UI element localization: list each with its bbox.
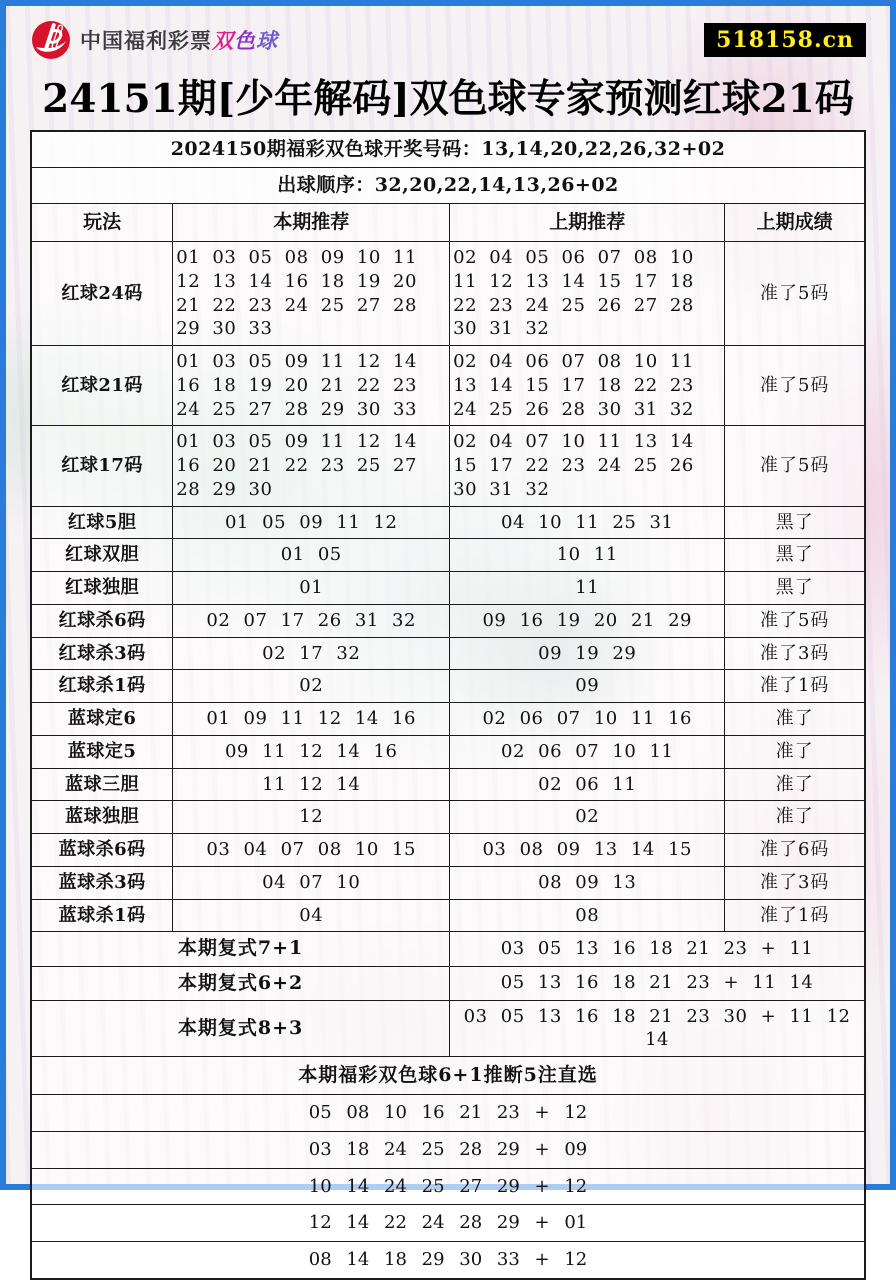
current-numbers: 12 xyxy=(173,801,450,834)
result-text: 黑了 xyxy=(725,506,865,539)
draw-order-row xyxy=(31,168,865,204)
fushi-numbers: 03 05 13 16 18 21 23 30 + 11 12 14 xyxy=(450,1000,865,1057)
brand-text-main: 中国福利彩票 xyxy=(80,29,212,53)
table-row xyxy=(31,572,865,605)
table-row xyxy=(31,539,865,572)
draw-order-text: 出球顺序：32,20,22,14,13,26+02 xyxy=(31,168,865,204)
play-label: 红球杀1码 xyxy=(31,670,173,703)
zhixuan-title-text: 本期福彩双色球6+1推断5注直选 xyxy=(31,1057,865,1095)
brand-text xyxy=(80,25,278,55)
play-label: 红球杀3码 xyxy=(31,637,173,670)
play-label: 红球24码 xyxy=(31,242,173,346)
play-label: 红球5胆 xyxy=(31,506,173,539)
site-url-badge[interactable]: 518158.cn xyxy=(704,23,866,57)
brand-text-accent xyxy=(212,29,278,53)
table-row xyxy=(31,426,865,506)
current-numbers: 02 07 17 26 31 32 xyxy=(173,604,450,637)
previous-numbers: 11 xyxy=(450,572,725,605)
result-text: 准了 xyxy=(725,768,865,801)
current-numbers: 02 xyxy=(173,670,450,703)
current-numbers: 03 04 07 08 10 15 xyxy=(173,834,450,867)
zhixuan-row xyxy=(31,1168,865,1205)
zhixuan-row xyxy=(31,1131,865,1168)
table-row xyxy=(31,801,865,834)
result-text: 准了6码 xyxy=(725,834,865,867)
table-row xyxy=(31,703,865,736)
fushi-label: 本期复式7+1 xyxy=(31,932,450,966)
zhixuan-row xyxy=(31,1242,865,1279)
fushi-row xyxy=(31,1000,865,1057)
result-text: 黑了 xyxy=(725,539,865,572)
result-text: 准了 xyxy=(725,703,865,736)
previous-numbers: 02 04 07 10 11 13 14 15 17 22 23 24 25 26 30 31 32 xyxy=(450,426,725,506)
current-numbers: 04 07 10 xyxy=(173,866,450,899)
header-bar xyxy=(30,14,866,66)
previous-numbers: 02 06 07 10 11 xyxy=(450,735,725,768)
current-numbers: 11 12 14 xyxy=(173,768,450,801)
draw-result-text: 2024150期福彩双色球开奖号码：13,14,20,22,26,32+02 xyxy=(31,131,865,168)
previous-numbers: 10 11 xyxy=(450,539,725,572)
result-text: 准了 xyxy=(725,735,865,768)
brand-accent-char-3: 球 xyxy=(256,29,278,53)
play-label: 蓝球杀3码 xyxy=(31,866,173,899)
current-numbers: 01 03 05 09 11 12 14 16 20 21 22 23 25 27 28 29 30 xyxy=(173,426,450,506)
play-label: 蓝球杀6码 xyxy=(31,834,173,867)
table-row xyxy=(31,670,865,703)
current-numbers: 04 xyxy=(173,899,450,932)
result-text: 黑了 xyxy=(725,572,865,605)
table-row xyxy=(31,834,865,867)
current-numbers: 02 17 32 xyxy=(173,637,450,670)
zhixuan-title-row xyxy=(31,1057,865,1095)
previous-numbers: 09 16 19 20 21 29 xyxy=(450,604,725,637)
previous-numbers: 02 xyxy=(450,801,725,834)
play-label: 蓝球三胆 xyxy=(31,768,173,801)
previous-numbers: 03 08 09 13 14 15 xyxy=(450,834,725,867)
fushi-row xyxy=(31,966,865,1000)
current-numbers: 01 05 09 11 12 xyxy=(173,506,450,539)
zhixuan-numbers: 03 18 24 25 28 29 + 09 xyxy=(31,1131,865,1168)
current-numbers: 09 11 12 14 16 xyxy=(173,735,450,768)
col-header-play: 玩法 xyxy=(31,204,173,242)
play-label: 蓝球定5 xyxy=(31,735,173,768)
zhixuan-numbers: 10 14 24 25 27 29 + 12 xyxy=(31,1168,865,1205)
play-label: 红球杀6码 xyxy=(31,604,173,637)
previous-numbers: 04 10 11 25 31 xyxy=(450,506,725,539)
result-text: 准了5码 xyxy=(725,346,865,426)
current-numbers: 01 09 11 12 14 16 xyxy=(173,703,450,736)
play-label: 红球21码 xyxy=(31,346,173,426)
fushi-row xyxy=(31,932,865,966)
previous-numbers: 08 09 13 xyxy=(450,866,725,899)
table-row xyxy=(31,768,865,801)
previous-numbers: 09 xyxy=(450,670,725,703)
fushi-numbers: 03 05 13 16 18 21 23 + 11 xyxy=(450,932,865,966)
result-text: 准了 xyxy=(725,801,865,834)
play-label: 蓝球杀1码 xyxy=(31,899,173,932)
previous-numbers: 02 04 05 06 07 08 10 11 12 13 14 15 17 18 22 23 24 25 26 27 28 30 31 32 xyxy=(450,242,725,346)
play-label: 蓝球定6 xyxy=(31,703,173,736)
play-label: 红球双胆 xyxy=(31,539,173,572)
zhixuan-row xyxy=(31,1205,865,1242)
brand xyxy=(30,19,278,61)
table-row xyxy=(31,506,865,539)
col-header-current: 本期推荐 xyxy=(173,204,450,242)
result-text: 准了3码 xyxy=(725,637,865,670)
previous-numbers: 02 06 11 xyxy=(450,768,725,801)
current-numbers: 01 03 05 08 09 10 11 12 13 14 16 18 19 20 21 22 23 24 25 27 28 29 30 33 xyxy=(173,242,450,346)
page-title: 24151期[少年解码]双色球专家预测红球21码 xyxy=(42,76,854,122)
current-numbers: 01 xyxy=(173,572,450,605)
col-header-previous: 上期推荐 xyxy=(450,204,725,242)
china-welfare-lottery-logo-icon xyxy=(30,19,72,61)
result-text: 准了5码 xyxy=(725,242,865,346)
play-label: 红球17码 xyxy=(31,426,173,506)
table-header-row xyxy=(31,204,865,242)
fushi-label: 本期复式6+2 xyxy=(31,966,450,1000)
play-label: 红球独胆 xyxy=(31,572,173,605)
zhixuan-numbers: 05 08 10 16 21 23 + 12 xyxy=(31,1095,865,1132)
result-text: 准了5码 xyxy=(725,604,865,637)
result-text: 准了3码 xyxy=(725,866,865,899)
prediction-table xyxy=(30,130,866,1280)
table-row xyxy=(31,899,865,932)
play-label: 蓝球独胆 xyxy=(31,801,173,834)
previous-numbers: 02 06 07 10 11 16 xyxy=(450,703,725,736)
current-numbers: 01 05 xyxy=(173,539,450,572)
table-row xyxy=(31,866,865,899)
previous-numbers: 09 19 29 xyxy=(450,637,725,670)
result-text: 准了5码 xyxy=(725,426,865,506)
zhixuan-numbers: 12 14 22 24 28 29 + 01 xyxy=(31,1205,865,1242)
zhixuan-row xyxy=(31,1095,865,1132)
table-row xyxy=(31,346,865,426)
table-row xyxy=(31,242,865,346)
table-row xyxy=(31,637,865,670)
result-text: 准了1码 xyxy=(725,899,865,932)
table-row xyxy=(31,735,865,768)
brand-accent-char-2: 色 xyxy=(234,29,256,53)
fushi-numbers: 05 13 16 18 21 23 + 11 14 xyxy=(450,966,865,1000)
col-header-result: 上期成绩 xyxy=(725,204,865,242)
brand-accent-char-1: 双 xyxy=(212,29,234,53)
previous-numbers: 02 04 06 07 08 10 11 13 14 15 17 18 22 23 24 25 26 28 30 31 32 xyxy=(450,346,725,426)
result-text: 准了1码 xyxy=(725,670,865,703)
zhixuan-numbers: 08 14 18 29 30 33 + 12 xyxy=(31,1242,865,1279)
previous-numbers: 08 xyxy=(450,899,725,932)
table-row xyxy=(31,604,865,637)
draw-result-row xyxy=(31,131,865,168)
current-numbers: 01 03 05 09 11 12 14 16 18 19 20 21 22 23 24 25 27 28 29 30 33 xyxy=(173,346,450,426)
fushi-label: 本期复式8+3 xyxy=(31,1000,450,1057)
